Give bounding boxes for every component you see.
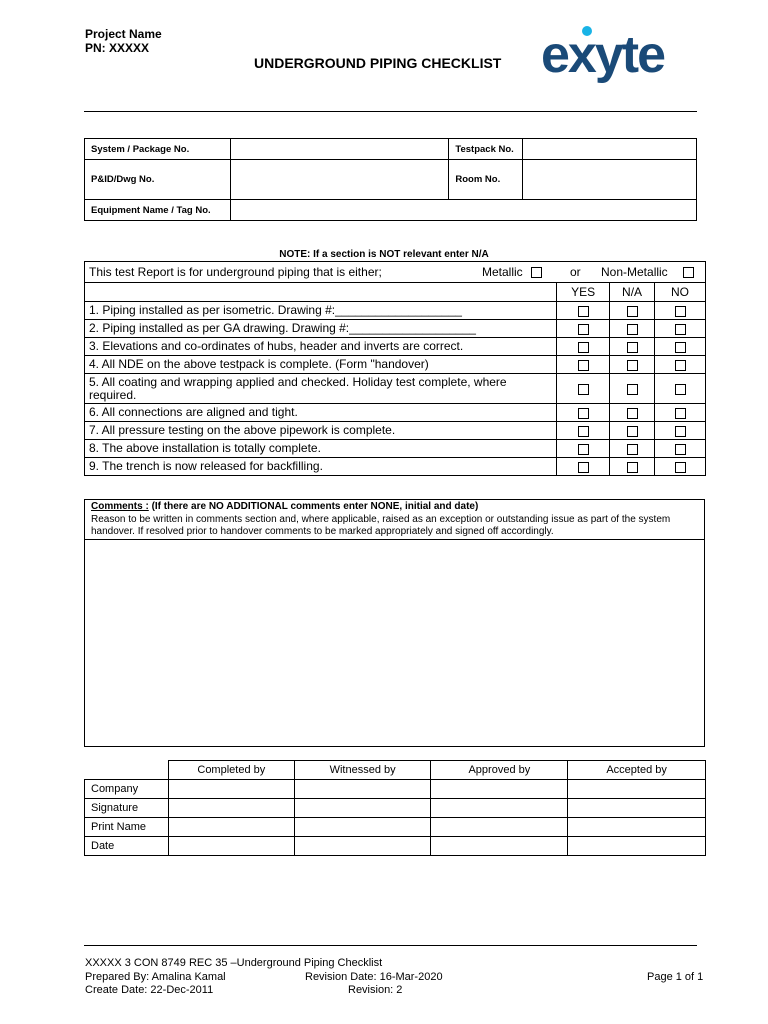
footer-doc-ref: XXXXX 3 CON 8749 REC 35 –Underground Piping Checklist bbox=[85, 957, 383, 969]
pid-dwg-label: P&ID/Dwg No. bbox=[85, 160, 231, 200]
checklist-item-text: 5. All coating and wrapping applied and checked. Holiday test complete, where required. bbox=[85, 374, 557, 404]
comments-header bbox=[85, 500, 704, 540]
checkbox-yes[interactable] bbox=[578, 384, 589, 395]
signoff-cell[interactable] bbox=[294, 799, 431, 818]
header-spacer bbox=[85, 283, 557, 302]
footer-prepared-by: Prepared By: Amalina Kamal bbox=[85, 971, 226, 983]
signoff-cell[interactable] bbox=[568, 780, 706, 799]
checklist-row bbox=[85, 422, 706, 440]
signoff-cell[interactable] bbox=[168, 799, 294, 818]
signoff-column-header: Completed by bbox=[168, 761, 294, 780]
checklist-item-text: 8. The above installation is totally complete. bbox=[85, 440, 557, 458]
signoff-row-label: Signature bbox=[85, 799, 169, 818]
signoff-row-label: Company bbox=[85, 780, 169, 799]
logo-text: exyte bbox=[541, 26, 664, 84]
checkbox-na[interactable] bbox=[627, 444, 638, 455]
footer-revision-date: Revision Date: 16-Mar-2020 bbox=[305, 971, 443, 983]
checkbox-yes[interactable] bbox=[578, 306, 589, 317]
checklist-row bbox=[85, 320, 706, 338]
checklist-item-text: 1. Piping installed as per isometric. Drawing #:___________________ bbox=[85, 302, 557, 320]
exyte-logo bbox=[541, 22, 697, 86]
checkbox-no[interactable] bbox=[675, 342, 686, 353]
signoff-header-row bbox=[85, 761, 706, 780]
checkbox-na[interactable] bbox=[627, 306, 638, 317]
checkbox-no[interactable] bbox=[675, 408, 686, 419]
checkbox-na[interactable] bbox=[627, 324, 638, 335]
material-intro: This test Report is for underground piping that is either; bbox=[89, 265, 382, 279]
checkbox-yes[interactable] bbox=[578, 408, 589, 419]
signoff-cell[interactable] bbox=[431, 780, 568, 799]
checkbox-no[interactable] bbox=[675, 324, 686, 335]
info-table bbox=[84, 138, 697, 221]
metallic-label: Metallic bbox=[482, 265, 523, 279]
checkbox-yes[interactable] bbox=[578, 360, 589, 371]
testpack-label: Testpack No. bbox=[449, 139, 523, 160]
footer-divider bbox=[84, 945, 697, 946]
signoff-row bbox=[85, 818, 706, 837]
checkbox-no[interactable] bbox=[675, 360, 686, 371]
signoff-cell[interactable] bbox=[168, 818, 294, 837]
checkbox-no[interactable] bbox=[675, 444, 686, 455]
comments-instruction: (If there are NO ADDITIONAL comments enter NONE, initial and date) bbox=[148, 501, 479, 512]
signoff-cell[interactable] bbox=[431, 818, 568, 837]
checkbox-yes[interactable] bbox=[578, 342, 589, 353]
signoff-column-header: Accepted by bbox=[568, 761, 706, 780]
checkbox-na[interactable] bbox=[627, 426, 638, 437]
checkbox-na[interactable] bbox=[627, 384, 638, 395]
comments-label: Comments : bbox=[91, 501, 149, 512]
checklist-table bbox=[84, 261, 706, 476]
checkbox-na[interactable] bbox=[627, 408, 638, 419]
pid-dwg-field[interactable] bbox=[230, 160, 449, 200]
signoff-cell[interactable] bbox=[294, 780, 431, 799]
metallic-checkbox[interactable] bbox=[531, 267, 542, 278]
signoff-cell[interactable] bbox=[168, 780, 294, 799]
signoff-cell[interactable] bbox=[294, 837, 431, 856]
header-divider bbox=[84, 111, 697, 112]
footer-create-date: Create Date: 22-Dec-2011 bbox=[85, 984, 214, 996]
checkbox-yes[interactable] bbox=[578, 444, 589, 455]
checkbox-no[interactable] bbox=[675, 426, 686, 437]
checklist-row bbox=[85, 338, 706, 356]
signoff-row-label: Date bbox=[85, 837, 169, 856]
checkbox-na[interactable] bbox=[627, 462, 638, 473]
footer-page: Page 1 of 1 bbox=[647, 971, 704, 983]
footer-revision: Revision: 2 bbox=[348, 984, 403, 996]
checklist-row bbox=[85, 356, 706, 374]
signoff-column-header: Witnessed by bbox=[294, 761, 431, 780]
signoff-column-header: Approved by bbox=[431, 761, 568, 780]
checklist-row bbox=[85, 440, 706, 458]
signoff-row bbox=[85, 837, 706, 856]
signoff-cell[interactable] bbox=[431, 837, 568, 856]
checkbox-no[interactable] bbox=[675, 306, 686, 317]
signoff-cell[interactable] bbox=[431, 799, 568, 818]
equipment-label: Equipment Name / Tag No. bbox=[85, 200, 231, 221]
room-field[interactable] bbox=[523, 160, 697, 200]
checkbox-yes[interactable] bbox=[578, 462, 589, 473]
signoff-row-label: Print Name bbox=[85, 818, 169, 837]
room-label: Room No. bbox=[449, 160, 523, 200]
checklist-row bbox=[85, 404, 706, 422]
signoff-cell[interactable] bbox=[168, 837, 294, 856]
checklist-item-text: 2. Piping installed as per GA drawing. Drawing #:___________________ bbox=[85, 320, 557, 338]
page-title: UNDERGROUND PIPING CHECKLIST bbox=[254, 55, 502, 71]
checkbox-yes[interactable] bbox=[578, 426, 589, 437]
checklist-row bbox=[85, 302, 706, 320]
signoff-cell[interactable] bbox=[568, 799, 706, 818]
checklist-item-text: 6. All connections are aligned and tight. bbox=[85, 404, 557, 422]
checklist-item-text: 3. Elevations and co-ordinates of hubs, header and inverts are correct. bbox=[85, 338, 557, 356]
project-name: Project Name bbox=[85, 27, 162, 41]
signoff-cell[interactable] bbox=[568, 818, 706, 837]
checklist-item-text: 7. All pressure testing on the above pipework is complete. bbox=[85, 422, 557, 440]
col-no: NO bbox=[655, 283, 706, 302]
checkbox-yes[interactable] bbox=[578, 324, 589, 335]
non-metallic-label: Non-Metallic bbox=[601, 265, 668, 279]
signoff-cell[interactable] bbox=[568, 837, 706, 856]
checkbox-na[interactable] bbox=[627, 360, 638, 371]
comments-area[interactable] bbox=[85, 540, 704, 746]
note-text: NOTE: If a section is NOT relevant enter N/A bbox=[279, 249, 489, 260]
signoff-table bbox=[84, 760, 706, 856]
comments-guidance: Reason to be written in comments section and, where applicable, raised as an exception or outstanding issue as part of the system handover. If resolved prior to handover comments to be marked appropriately and signed off accordingly. bbox=[91, 513, 671, 537]
material-type-row bbox=[85, 262, 706, 283]
col-yes: YES bbox=[557, 283, 610, 302]
project-number: PN: XXXXX bbox=[85, 41, 150, 55]
checklist-row bbox=[85, 458, 706, 476]
checkbox-no[interactable] bbox=[675, 462, 686, 473]
signoff-cell[interactable] bbox=[294, 818, 431, 837]
comments-box bbox=[84, 499, 705, 747]
non-metallic-checkbox[interactable] bbox=[683, 267, 694, 278]
or-label: or bbox=[570, 265, 581, 279]
testpack-field[interactable] bbox=[523, 139, 697, 160]
col-na: N/A bbox=[610, 283, 655, 302]
checkbox-na[interactable] bbox=[627, 342, 638, 353]
checkbox-no[interactable] bbox=[675, 384, 686, 395]
signoff-row bbox=[85, 780, 706, 799]
project-header bbox=[85, 27, 162, 55]
checklist-item-text: 4. All NDE on the above testpack is complete. (Form "handover) bbox=[85, 356, 557, 374]
checklist-item-text: 9. The trench is now released for backfilling. bbox=[85, 458, 557, 476]
checklist-row bbox=[85, 374, 706, 404]
equipment-field[interactable] bbox=[230, 200, 696, 221]
system-package-label: System / Package No. bbox=[85, 139, 231, 160]
system-package-field[interactable] bbox=[230, 139, 449, 160]
signoff-row bbox=[85, 799, 706, 818]
